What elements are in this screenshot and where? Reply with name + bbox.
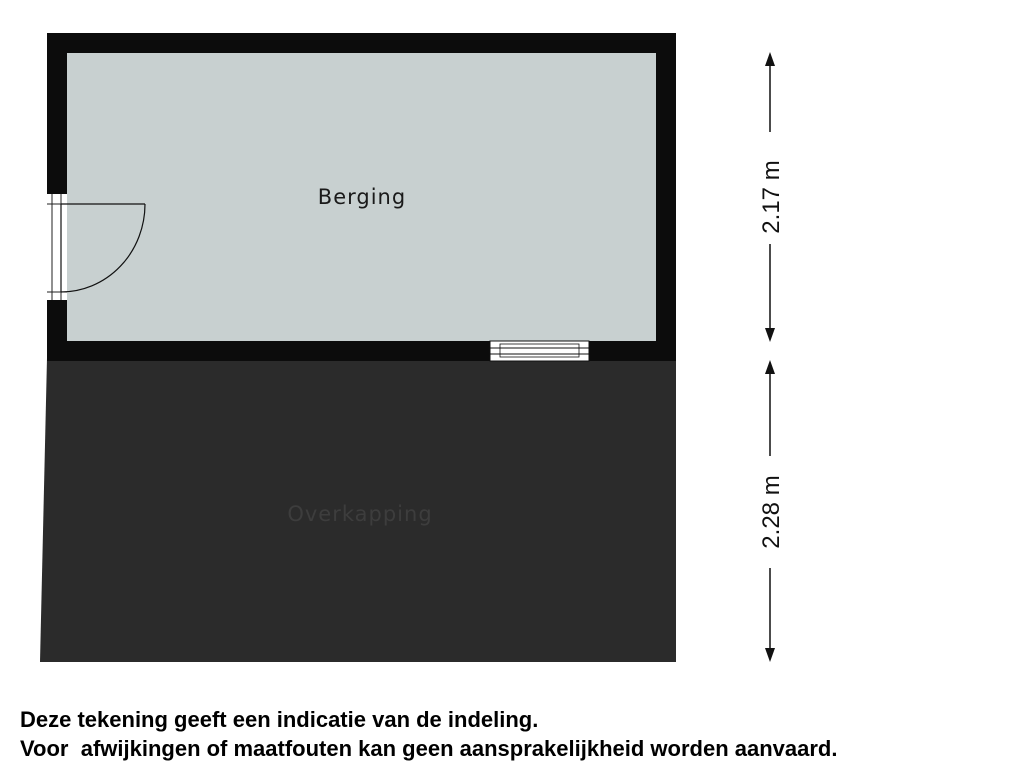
room-label-overkapping: Overkapping [287, 502, 433, 526]
dimension-label-bottom: 2.28 m [758, 475, 785, 549]
disclaimer-line-1: Deze tekening geeft een indicatie van de indeling. [20, 707, 539, 732]
dimension-label-top: 2.17 m [758, 160, 785, 234]
dimension-arrow-up [765, 360, 775, 374]
disclaimer-line-2: Voor afwijkingen of maatfouten kan geen aansprakelijkheid worden aanvaard. [20, 736, 838, 761]
room-label-berging: Berging [317, 185, 407, 209]
dimension-arrow-down [765, 648, 775, 662]
dimension-arrow-up [765, 52, 775, 66]
dimension-arrow-down [765, 328, 775, 342]
disclaimer [20, 705, 1010, 763]
door-opening [47, 194, 67, 300]
